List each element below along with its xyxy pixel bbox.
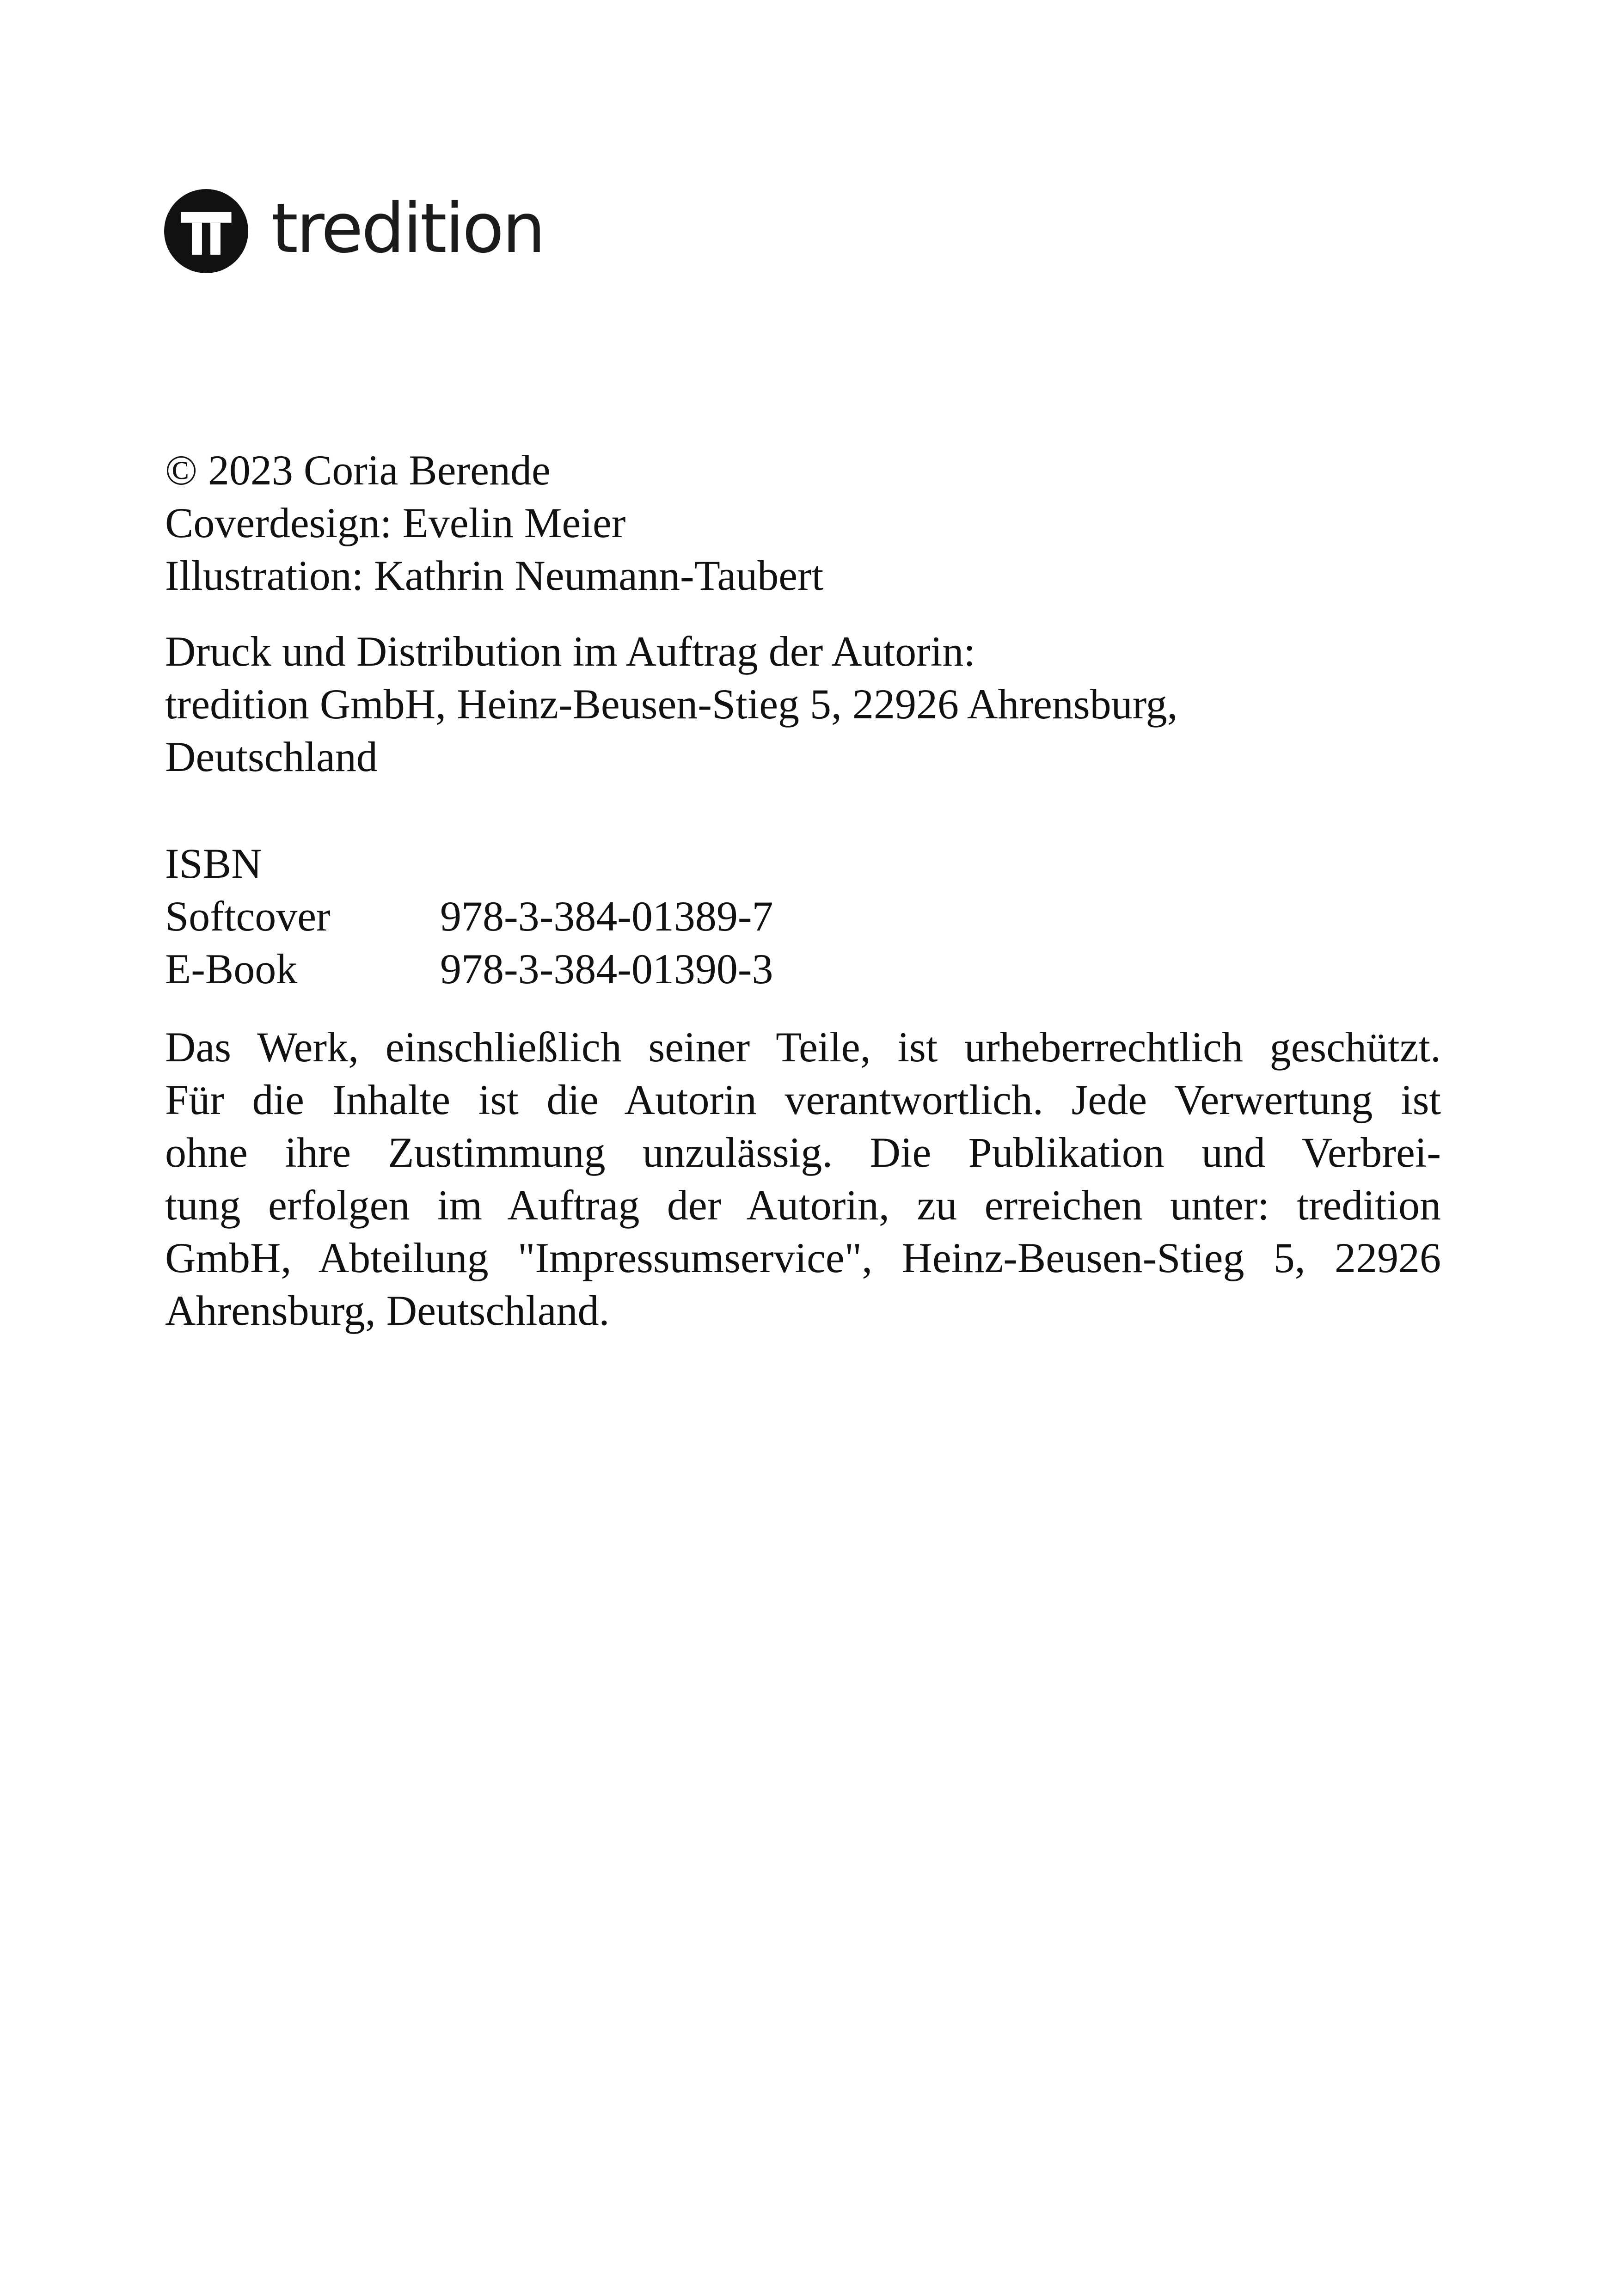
legal-line: tung erfolgen im Auftrag der Autorin, zu erreichen unter: tredition xyxy=(165,1182,1441,1229)
publisher-logo xyxy=(164,187,544,275)
imprint-content xyxy=(165,444,1441,1337)
print-line-1: Druck und Distribution im Auftrag der Autorin: xyxy=(165,628,975,675)
isbn-heading: ISBN xyxy=(165,840,262,887)
illustration-line: Illustration: Kathrin Neumann-Taubert xyxy=(165,552,824,599)
copyright-line: © 2023 Coria Berende xyxy=(165,447,551,494)
legal-line: GmbH, Abteilung "Impressumservice", Heinz-Beusen-Stieg 5, 22926 xyxy=(165,1234,1441,1281)
legal-notice xyxy=(165,1021,1441,1337)
print-distribution-block xyxy=(165,625,1441,783)
credits-block xyxy=(165,444,1441,602)
legal-line: Für die Inhalte ist die Autorin verantwortlich. Jede Verwertung ist xyxy=(165,1076,1441,1123)
print-line-3: Deutschland xyxy=(165,733,378,780)
isbn-label: E-Book xyxy=(165,945,298,992)
isbn-row-ebook xyxy=(165,943,1441,995)
print-line-2: tredition GmbH, Heinz-Beusen-Stieg 5, 22926 Ahrensburg, xyxy=(165,680,1178,728)
legal-line: Ahrensburg, Deutschland. xyxy=(165,1287,610,1334)
isbn-label: Softcover xyxy=(165,893,331,940)
isbn-value: 978-3-384-01389-7 xyxy=(440,893,773,940)
isbn-block xyxy=(165,837,1441,995)
publisher-wordmark: tredition xyxy=(271,189,544,268)
legal-line: Das Werk, einschließlich seiner Teile, ist urheberrechtlich geschützt. xyxy=(165,1023,1441,1071)
coverdesign-line: Coverdesign: Evelin Meier xyxy=(165,499,626,546)
isbn-row-softcover xyxy=(165,890,1441,943)
tredition-t-icon xyxy=(164,189,248,273)
isbn-value: 978-3-384-01390-3 xyxy=(440,945,773,992)
legal-line: ohne ihre Zustimmung unzulässig. Die Publikation und Verbrei- xyxy=(165,1129,1441,1176)
